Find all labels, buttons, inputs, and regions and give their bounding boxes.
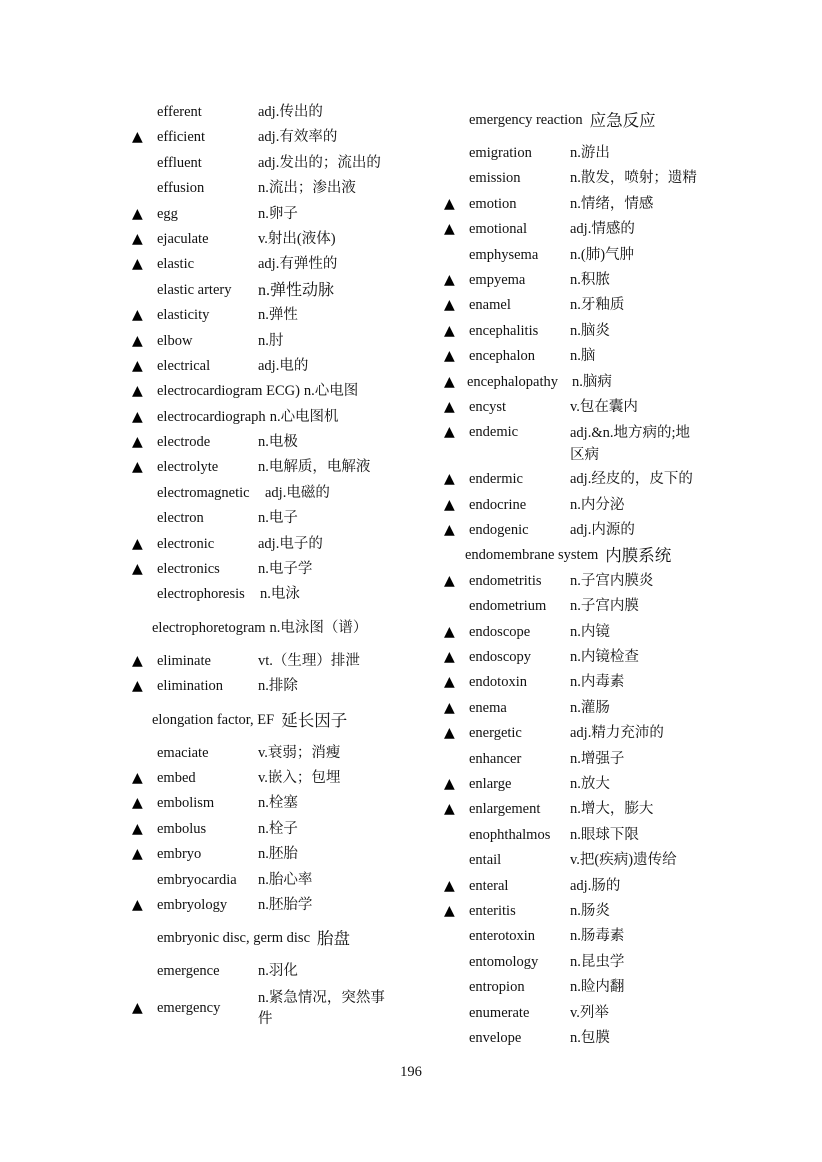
entry-definition: n.昆虫学: [570, 953, 625, 970]
triangle-marker-icon: ▲: [132, 820, 143, 837]
entry-definition: n.内镜: [570, 623, 610, 640]
entry-definition: n.心电图机: [269, 408, 339, 425]
entry-term: egg: [157, 205, 178, 222]
glossary-entry: [132, 791, 422, 816]
glossary-entry: [444, 395, 744, 420]
entry-definition: n.增大，膨大: [570, 801, 654, 818]
entry-term: electronics: [157, 561, 220, 578]
glossary-entry: [444, 166, 744, 191]
glossary-entry: [132, 252, 422, 277]
triangle-marker-icon: ▲: [132, 256, 143, 273]
entry-term: encephalon: [469, 348, 536, 365]
entry-term: enumerate: [469, 1004, 530, 1021]
entry-term: electrocardiograph: [157, 408, 266, 425]
entry-term: emotional: [469, 221, 527, 238]
triangle-marker-icon: ▲: [132, 678, 143, 695]
entry-term: effusion: [157, 180, 205, 197]
glossary-entry: [444, 899, 744, 924]
glossary-entry: [444, 217, 744, 242]
entry-term: enema: [469, 699, 507, 716]
entry-term: ejaculate: [157, 230, 209, 247]
entry-definition: n.包膜: [570, 1029, 610, 1046]
triangle-marker-icon: ▲: [444, 471, 455, 488]
entry-definition: adj.&n.地方病的;地区病: [570, 425, 691, 464]
entry-definition: adj.精力充沛的: [570, 725, 664, 742]
glossary-entry: [132, 608, 422, 649]
glossary-entry: [132, 918, 422, 959]
glossary-entry: [132, 582, 422, 607]
entry-term: enamel: [469, 297, 511, 314]
entry-term: endogenic: [469, 522, 529, 539]
glossary-entry: [444, 467, 744, 492]
entry-term: emergency reaction: [469, 112, 583, 128]
entry-definition: n.(肺)气肿: [570, 246, 635, 263]
glossary-entry: [444, 569, 744, 594]
glossary-entry: [444, 268, 744, 293]
entry-term: envelope: [469, 1029, 522, 1046]
entry-definition: n.内毒素: [570, 674, 625, 691]
triangle-marker-icon: ▲: [132, 795, 143, 812]
glossary-entry: [444, 696, 744, 721]
entry-definition: adj.电磁的: [265, 484, 330, 501]
entry-definition: n.电解质，电解液: [258, 459, 371, 476]
glossary-entry: [444, 620, 744, 645]
glossary-entry: [444, 1026, 744, 1051]
entry-term: emergency: [157, 1000, 221, 1017]
entry-definition: n.胎心率: [258, 871, 313, 888]
entry-definition: n.放大: [570, 775, 610, 792]
entry-definition: v.包在囊内: [570, 398, 638, 415]
entry-definition: 应急反应: [589, 111, 656, 130]
glossary-entry: [444, 924, 744, 949]
entry-term: endemic: [469, 424, 519, 441]
entry-definition: n.卵子: [258, 205, 298, 222]
glossary-entry: [444, 950, 744, 975]
glossary-entry: [132, 741, 422, 766]
glossary-entry: [444, 518, 744, 543]
glossary-entry: [444, 747, 744, 772]
triangle-marker-icon: ▲: [132, 332, 143, 349]
entry-definition: adj.有效率的: [258, 129, 338, 146]
glossary-entry: [444, 370, 744, 395]
entry-definition: n.增强子: [570, 750, 625, 767]
entry-definition: n.脑: [570, 348, 596, 365]
glossary-entry: [444, 319, 744, 344]
entry-definition: v.射出(液体): [258, 230, 336, 247]
entry-definition: n.胚胎学: [258, 896, 313, 913]
glossary-entry: [132, 151, 422, 176]
glossary-entry: [444, 848, 744, 873]
entry-term: electron: [157, 510, 204, 527]
glossary-entry: [132, 100, 422, 125]
entry-term: elastic: [157, 256, 195, 273]
entry-term: embed: [157, 769, 196, 786]
glossary-entry: [132, 985, 422, 1033]
glossary-entry: [444, 670, 744, 695]
triangle-marker-icon: ▲: [132, 769, 143, 786]
entry-term: electrolyte: [157, 459, 219, 476]
entry-definition: n.眼球下限: [570, 826, 639, 843]
glossary-entry: [132, 481, 422, 506]
entry-definition: n.子宫内膜炎: [570, 572, 654, 589]
entry-definition: 胎盘: [317, 929, 351, 949]
entry-term: encephalopathy: [467, 373, 558, 390]
glossary-entry: [132, 227, 422, 252]
entry-definition: n.内分泌: [570, 496, 625, 513]
glossary-entry: [132, 817, 422, 842]
entry-definition: n.游出: [570, 145, 610, 161]
entry-definition: n.内镜检查: [570, 649, 639, 666]
entry-term: encephalitis: [469, 322, 539, 339]
triangle-marker-icon: ▲: [444, 674, 455, 691]
triangle-marker-icon: ▲: [132, 230, 143, 247]
glossary-entry: [444, 797, 744, 822]
glossary-entry: [444, 721, 744, 746]
glossary-entry: [132, 176, 422, 201]
entry-definition: n.紧急情况，突然事件: [258, 989, 385, 1027]
entry-term: emotion: [469, 195, 517, 212]
entry-term: effluent: [157, 154, 202, 171]
entry-definition: adj.经皮的，皮下的: [570, 471, 693, 488]
entry-definition: n.羽化: [258, 963, 298, 980]
entry-definition: v.列举: [570, 1004, 609, 1021]
glossary-entry: [132, 700, 422, 741]
triangle-marker-icon: ▲: [132, 383, 143, 400]
glossary-entry: [444, 293, 744, 318]
entry-definition: v.嵌入；包埋: [258, 769, 341, 786]
glossary-entry: [132, 649, 422, 674]
entry-term: emission: [469, 170, 521, 187]
entry-definition: adj.肠的: [570, 877, 621, 894]
glossary-entry: [444, 100, 744, 141]
entry-definition: adj.情感的: [570, 221, 635, 238]
triangle-marker-icon: ▲: [444, 522, 455, 539]
entry-term: endometrium: [469, 598, 547, 615]
entry-term: enteral: [469, 877, 509, 894]
triangle-marker-icon: ▲: [132, 846, 143, 863]
triangle-marker-icon: ▲: [444, 775, 455, 792]
triangle-marker-icon: ▲: [132, 205, 143, 222]
entry-definition: n.弹性: [258, 307, 298, 324]
entry-term: endoscope: [469, 623, 531, 640]
entry-term: embolus: [157, 820, 207, 837]
entry-definition: n.心电图: [303, 383, 359, 400]
glossary-entry: [132, 674, 422, 699]
glossary-entry: [132, 455, 422, 480]
glossary-entry: [132, 868, 422, 893]
entry-definition: n.灌肠: [570, 699, 610, 716]
triangle-marker-icon: ▲: [132, 652, 143, 669]
glossary-entry: [444, 645, 744, 670]
entry-term: electromagnetic: [157, 484, 250, 501]
entry-term: electrode: [157, 434, 211, 451]
entry-definition: adj.传出的: [258, 104, 323, 120]
entry-term: eliminate: [157, 652, 211, 669]
entry-definition: n.情绪，情感: [570, 195, 654, 212]
entry-definition: n.散发，喷射；遗精: [570, 170, 697, 187]
entry-term: endotoxin: [469, 674, 527, 691]
entry-term: elimination: [157, 678, 224, 695]
triangle-marker-icon: ▲: [444, 496, 455, 513]
entry-definition: n.栓子: [258, 820, 298, 837]
entry-term: emphysema: [469, 246, 539, 263]
entry-definition: n.弹性动脉: [258, 281, 335, 299]
entry-definition: n.排除: [258, 678, 298, 695]
entry-definition: adj.有弹性的: [258, 256, 338, 273]
triangle-marker-icon: ▲: [444, 572, 455, 589]
triangle-marker-icon: ▲: [444, 322, 455, 339]
entry-term: electronic: [157, 535, 215, 552]
glossary-entry: [132, 532, 422, 557]
glossary-entry: [444, 141, 744, 166]
entry-term: efficient: [157, 129, 206, 146]
triangle-marker-icon: ▲: [132, 459, 143, 476]
entry-definition: adj.发出的；流出的: [258, 154, 381, 171]
entry-definition: n.肘: [258, 332, 284, 349]
glossary-entry: [444, 192, 744, 217]
entry-term: entropion: [469, 979, 525, 996]
triangle-marker-icon: ▲: [444, 271, 455, 288]
entry-definition: n.电子学: [258, 561, 313, 578]
glossary-entry: [132, 354, 422, 379]
entry-term: electrophoresis: [157, 586, 245, 603]
entry-definition: n.电泳: [260, 586, 300, 603]
entry-term: embryo: [157, 846, 202, 863]
entry-term: embryocardia: [157, 871, 237, 888]
entry-term: endermic: [469, 471, 523, 488]
glossary-entry: [132, 278, 422, 303]
entry-definition: n.牙釉质: [570, 297, 625, 314]
glossary-entry: [132, 557, 422, 582]
triangle-marker-icon: ▲: [132, 408, 143, 425]
entry-term: enophthalmos: [469, 826, 551, 843]
triangle-marker-icon: ▲: [132, 307, 143, 324]
entry-definition: 延长因子: [281, 710, 348, 730]
triangle-marker-icon: ▲: [444, 699, 455, 716]
glossary-entry: [132, 202, 422, 227]
entry-definition: n.胚胎: [258, 846, 298, 863]
entry-definition: n.流出；渗出液: [258, 180, 356, 197]
triangle-marker-icon: ▲: [444, 649, 455, 666]
entry-term: entail: [469, 852, 502, 869]
triangle-marker-icon: ▲: [444, 801, 455, 818]
entry-term: endoscopy: [469, 649, 532, 666]
triangle-marker-icon: ▲: [444, 195, 455, 212]
entry-term: empyema: [469, 271, 526, 288]
glossary-entry: [132, 125, 422, 150]
entry-definition: n.睑内翻: [570, 979, 625, 996]
glossary-entry: [132, 379, 422, 404]
left-column: [132, 100, 422, 1033]
entry-term: enhancer: [469, 750, 522, 767]
entry-term: elongation factor, EF: [152, 711, 275, 728]
entry-definition: v.把(疾病)遗传给: [570, 852, 677, 869]
entry-term: enteritis: [469, 902, 516, 919]
glossary-entry: [444, 1001, 744, 1026]
entry-definition: adj.电的: [258, 357, 309, 374]
triangle-marker-icon: ▲: [132, 129, 143, 146]
triangle-marker-icon: ▲: [444, 398, 455, 415]
triangle-marker-icon: ▲: [444, 424, 455, 441]
triangle-marker-icon: ▲: [444, 623, 455, 640]
entry-term: embolism: [157, 795, 215, 812]
entry-definition: n.肠炎: [570, 902, 610, 919]
entry-term: energetic: [469, 725, 522, 742]
glossary-entry: [132, 959, 422, 984]
entry-definition: n.积脓: [570, 271, 610, 288]
entry-definition: adj.内源的: [570, 522, 635, 539]
glossary-entry: [132, 506, 422, 531]
triangle-marker-icon: ▲: [444, 373, 455, 390]
entry-term: emergence: [157, 963, 220, 980]
entry-term: endomembrane system: [465, 547, 599, 564]
entry-term: endocrine: [469, 496, 527, 513]
entry-term: enlarge: [469, 775, 512, 792]
entry-term: elasticity: [157, 307, 210, 324]
entry-term: electrocardiogram ECG): [157, 383, 300, 400]
entry-definition: 内膜系统: [605, 546, 672, 566]
glossary-entry: [444, 420, 744, 467]
glossary-entry: [444, 543, 744, 568]
entry-term: embryology: [157, 896, 228, 913]
triangle-marker-icon: ▲: [444, 221, 455, 238]
triangle-marker-icon: ▲: [444, 725, 455, 742]
entry-definition: v.衰弱；消瘦: [258, 744, 341, 761]
entry-term: elastic artery: [157, 281, 232, 298]
entry-definition: n.脑病: [572, 373, 612, 390]
entry-definition: n.栓塞: [258, 795, 298, 812]
entry-definition: n.电子: [258, 510, 298, 527]
glossary-entry: [132, 430, 422, 455]
entry-term: enlargement: [469, 801, 541, 818]
glossary-entry: [444, 344, 744, 369]
entry-definition: n.子宫内膜: [570, 598, 639, 615]
entry-term: emaciate: [157, 744, 209, 761]
entry-term: elbow: [157, 332, 193, 349]
page-number: 196: [400, 1064, 422, 1080]
entry-term: endometritis: [469, 572, 542, 589]
triangle-marker-icon: ▲: [132, 535, 143, 552]
glossary-entry: [132, 405, 422, 430]
glossary-entry: [132, 766, 422, 791]
glossary-entry: [444, 772, 744, 797]
entry-term: efferent: [157, 104, 202, 120]
glossary-entry: [444, 975, 744, 1000]
entry-definition: n.电泳图（谱）: [269, 619, 368, 636]
entry-term: entomology: [469, 953, 539, 970]
glossary-entry: [444, 874, 744, 899]
entry-definition: n.脑炎: [570, 322, 610, 339]
entry-definition: vt.（生理）排泄: [258, 652, 360, 669]
triangle-marker-icon: ▲: [444, 877, 455, 894]
glossary-entry: [444, 823, 744, 848]
entry-term: emigration: [469, 145, 532, 161]
right-column: [444, 100, 744, 1051]
glossary-entry: [444, 493, 744, 518]
entry-term: electrical: [157, 357, 211, 374]
entry-term: enterotoxin: [469, 928, 536, 945]
glossary-entry: [132, 893, 422, 918]
triangle-marker-icon: ▲: [132, 896, 143, 913]
triangle-marker-icon: ▲: [444, 297, 455, 314]
triangle-marker-icon: ▲: [132, 561, 143, 578]
entry-term: encyst: [469, 398, 507, 415]
entry-term: embryonic disc, germ disc: [157, 930, 311, 947]
entry-definition: n.电极: [258, 434, 298, 451]
triangle-marker-icon: ▲: [132, 357, 143, 374]
triangle-marker-icon: ▲: [132, 434, 143, 451]
glossary-entry: [444, 243, 744, 268]
glossary-entry: [132, 329, 422, 354]
triangle-marker-icon: ▲: [444, 902, 455, 919]
glossary-entry: [132, 842, 422, 867]
glossary-entry: [444, 594, 744, 619]
glossary-entry: [132, 303, 422, 328]
triangle-marker-icon: ▲: [132, 1000, 143, 1017]
entry-definition: n.肠毒素: [570, 928, 625, 945]
triangle-marker-icon: ▲: [444, 348, 455, 365]
entry-definition: adj.电子的: [258, 535, 323, 552]
entry-term: electrophoretogram: [152, 619, 266, 636]
